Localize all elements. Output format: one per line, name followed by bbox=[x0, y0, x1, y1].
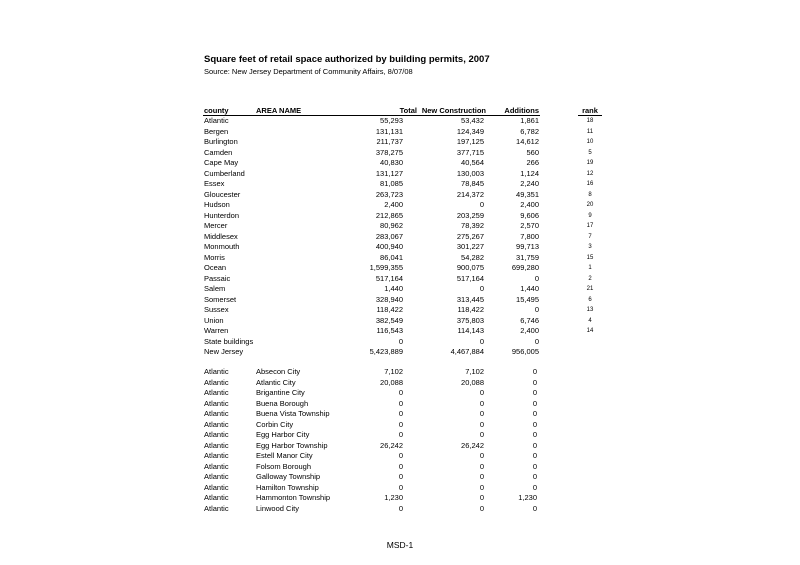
additions-cell: 0 bbox=[532, 461, 537, 471]
county-name: New Jersey bbox=[204, 347, 244, 356]
county-name: Hunterdon bbox=[204, 210, 240, 220]
county-name: Atlantic bbox=[204, 377, 229, 387]
county-name: Gloucester bbox=[204, 189, 241, 199]
rank-cell: 8 bbox=[588, 191, 592, 198]
total-cell: 55,293 bbox=[380, 116, 403, 125]
additions-cell: 99,713 bbox=[516, 242, 539, 251]
new-construction-cell: 130,003 bbox=[456, 168, 484, 178]
additions-cell: 0 bbox=[534, 336, 539, 346]
additions-cell: 1,124 bbox=[520, 168, 539, 178]
total-cell: 26,242 bbox=[380, 440, 403, 450]
additions-cell: 2,400 bbox=[520, 326, 539, 335]
additions-cell: 6,782 bbox=[520, 126, 539, 136]
total-cell: 0 bbox=[398, 409, 403, 418]
total-cell: 1,599,355 bbox=[369, 263, 403, 272]
new-construction-cell: 54,282 bbox=[461, 252, 484, 262]
total-cell: 517,164 bbox=[375, 273, 403, 283]
total-cell: 212,865 bbox=[375, 210, 403, 220]
total-cell: 0 bbox=[398, 451, 403, 460]
county-name: Atlantic bbox=[204, 461, 229, 471]
additions-cell: 0 bbox=[532, 440, 537, 450]
additions-cell: 1,230 bbox=[518, 493, 537, 502]
total-cell: 400,940 bbox=[375, 242, 403, 251]
total-cell: 131,127 bbox=[375, 168, 403, 178]
county-name: Middlesex bbox=[204, 231, 238, 241]
area-name: Hamilton Township bbox=[256, 482, 319, 492]
county-name: Atlantic bbox=[204, 472, 229, 481]
area-name: Hammonton Township bbox=[256, 493, 331, 502]
new-construction-cell: 0 bbox=[479, 200, 484, 209]
new-construction-cell: 0 bbox=[479, 472, 484, 481]
total-cell: 20,088 bbox=[380, 377, 403, 387]
additions-cell: 6,746 bbox=[520, 315, 539, 325]
additions-cell: 15,495 bbox=[516, 294, 539, 304]
new-construction-cell: 53,432 bbox=[461, 116, 484, 125]
total-cell: 5,423,889 bbox=[369, 347, 403, 356]
additions-cell: 0 bbox=[534, 273, 539, 283]
area-name: Egg Harbor City bbox=[256, 430, 310, 439]
additions-cell: 0 bbox=[532, 388, 537, 397]
new-construction-cell: 0 bbox=[479, 493, 484, 502]
additions-cell: 1,861 bbox=[520, 116, 539, 125]
county-name: Burlington bbox=[204, 137, 238, 146]
county-name: Atlantic bbox=[204, 116, 229, 125]
new-construction-cell: 0 bbox=[479, 284, 484, 293]
additions-cell: 1,440 bbox=[520, 284, 539, 293]
total-cell: 0 bbox=[398, 482, 403, 492]
new-construction-cell: 203,259 bbox=[456, 210, 484, 220]
rank-cell: 3 bbox=[588, 244, 592, 250]
new-construction-cell: 78,392 bbox=[461, 221, 484, 230]
county-name: State buildings bbox=[204, 336, 254, 346]
additions-cell: 560 bbox=[526, 147, 539, 157]
county-name: Warren bbox=[204, 326, 229, 335]
header-additions: Additions bbox=[504, 106, 539, 115]
total-cell: 0 bbox=[398, 461, 403, 471]
area-name: Egg Harbor Township bbox=[256, 440, 328, 450]
area-name: Corbin City bbox=[256, 419, 294, 429]
additions-cell: 49,351 bbox=[516, 189, 539, 199]
rank-cell: 7 bbox=[588, 233, 592, 240]
total-cell: 40,830 bbox=[380, 158, 403, 167]
total-cell: 0 bbox=[398, 472, 403, 481]
new-construction-cell: 0 bbox=[479, 388, 484, 397]
additions-cell: 0 bbox=[532, 503, 537, 513]
total-cell: 328,940 bbox=[375, 294, 403, 304]
additions-cell: 0 bbox=[532, 430, 537, 439]
total-cell: 131,131 bbox=[375, 126, 403, 136]
county-name: Cape May bbox=[204, 158, 239, 167]
additions-cell: 2,400 bbox=[520, 200, 539, 209]
total-cell: 211,737 bbox=[376, 137, 403, 146]
rank-cell: 14 bbox=[586, 328, 594, 334]
total-cell: 118,422 bbox=[376, 305, 403, 314]
new-construction-cell: 313,445 bbox=[456, 294, 484, 304]
area-name: Buena Borough bbox=[256, 398, 309, 408]
new-construction-cell: 124,349 bbox=[456, 126, 484, 136]
new-construction-cell: 517,164 bbox=[456, 273, 484, 283]
total-cell: 1,440 bbox=[384, 284, 403, 293]
area-name: Absecon City bbox=[256, 367, 301, 376]
county-name: Ocean bbox=[204, 263, 227, 272]
total-cell: 382,549 bbox=[375, 315, 403, 325]
additions-cell: 14,612 bbox=[516, 137, 539, 146]
new-construction-cell: 114,143 bbox=[457, 326, 484, 335]
additions-cell: 956,005 bbox=[511, 347, 539, 356]
new-construction-cell: 0 bbox=[479, 336, 484, 346]
total-cell: 263,723 bbox=[375, 189, 403, 199]
county-name: Atlantic bbox=[204, 388, 229, 397]
total-cell: 81,085 bbox=[380, 179, 403, 188]
area-name: Linwood City bbox=[256, 503, 299, 513]
additions-cell: 0 bbox=[532, 377, 537, 387]
rank-cell: 19 bbox=[586, 160, 594, 166]
new-construction-cell: 4,467,884 bbox=[450, 347, 484, 356]
header-new-construction: New Construction bbox=[421, 106, 486, 115]
new-construction-cell: 0 bbox=[479, 398, 484, 408]
county-name: Camden bbox=[204, 147, 233, 157]
new-construction-cell: 214,372 bbox=[456, 189, 484, 199]
new-construction-cell: 375,803 bbox=[456, 315, 484, 325]
header-rank: rank bbox=[582, 106, 598, 115]
total-cell: 283,067 bbox=[375, 231, 403, 241]
total-cell: 0 bbox=[398, 419, 403, 429]
county-name: Atlantic bbox=[204, 367, 229, 376]
total-cell: 378,275 bbox=[375, 147, 403, 157]
additions-cell: 0 bbox=[532, 419, 537, 429]
total-cell: 0 bbox=[398, 336, 403, 346]
additions-cell: 699,280 bbox=[511, 263, 539, 272]
new-construction-cell: 0 bbox=[479, 503, 484, 513]
county-name: Mercer bbox=[204, 221, 228, 230]
total-cell: 116,543 bbox=[376, 326, 403, 335]
county-name: Atlantic bbox=[204, 409, 229, 418]
new-construction-cell: 78,845 bbox=[461, 179, 484, 188]
rank-cell: 17 bbox=[586, 223, 594, 229]
county-name: Atlantic bbox=[204, 493, 229, 502]
new-construction-cell: 0 bbox=[479, 451, 484, 460]
county-name: Salem bbox=[204, 284, 226, 293]
additions-cell: 2,570 bbox=[520, 221, 539, 230]
area-name: Buena Vista Township bbox=[256, 409, 330, 418]
additions-cell: 0 bbox=[532, 409, 537, 418]
rank-cell: 11 bbox=[586, 128, 594, 135]
county-name: Passaic bbox=[204, 273, 231, 283]
new-construction-cell: 197,125 bbox=[456, 137, 484, 146]
rank-cell: 13 bbox=[586, 307, 594, 313]
header-total: Total bbox=[399, 106, 417, 115]
county-name: Atlantic bbox=[204, 440, 229, 450]
rank-cell: 16 bbox=[586, 181, 594, 187]
new-construction-cell: 7,102 bbox=[465, 367, 484, 376]
county-name: Bergen bbox=[204, 126, 229, 136]
new-construction-cell: 275,267 bbox=[456, 231, 484, 241]
county-name: Union bbox=[204, 315, 224, 325]
new-construction-cell: 40,564 bbox=[461, 158, 484, 167]
new-construction-cell: 0 bbox=[479, 461, 484, 471]
rank-cell: 12 bbox=[586, 170, 594, 177]
page-footer: MSD-1 bbox=[386, 540, 414, 550]
total-cell: 80,962 bbox=[380, 221, 403, 230]
additions-cell: 266 bbox=[526, 158, 539, 167]
additions-cell: 0 bbox=[532, 398, 537, 408]
total-cell: 0 bbox=[398, 430, 403, 439]
rank-cell: 21 bbox=[586, 286, 594, 292]
new-construction-cell: 0 bbox=[479, 409, 484, 418]
source-note: Source: New Jersey Department of Community Affairs, 8/07/08 bbox=[204, 67, 413, 76]
county-name: Monmouth bbox=[204, 242, 240, 251]
additions-cell: 0 bbox=[532, 451, 537, 460]
new-construction-cell: 0 bbox=[479, 419, 484, 429]
county-name: Atlantic bbox=[204, 430, 229, 439]
county-name: Hudson bbox=[204, 200, 230, 209]
area-name: Galloway Township bbox=[256, 472, 321, 481]
additions-cell: 0 bbox=[534, 305, 539, 314]
county-name: Atlantic bbox=[204, 451, 229, 460]
additions-cell: 0 bbox=[532, 482, 537, 492]
additions-cell: 2,240 bbox=[520, 179, 539, 188]
additions-cell: 9,606 bbox=[520, 210, 539, 220]
new-construction-cell: 900,075 bbox=[456, 263, 484, 272]
county-name: Morris bbox=[204, 252, 225, 262]
county-name: Sussex bbox=[204, 305, 229, 314]
new-construction-cell: 377,715 bbox=[456, 147, 484, 157]
page-title: Square feet of retail space authorized by building permits, 2007 bbox=[204, 54, 490, 65]
county-name: Atlantic bbox=[204, 419, 229, 429]
rank-cell: 5 bbox=[588, 149, 592, 156]
county-name: Atlantic bbox=[204, 398, 229, 408]
rank-cell: 6 bbox=[588, 296, 592, 303]
county-name: Atlantic bbox=[204, 503, 229, 513]
total-cell: 0 bbox=[398, 398, 403, 408]
rank-cell: 18 bbox=[586, 118, 594, 124]
total-cell: 0 bbox=[398, 503, 403, 513]
additions-cell: 0 bbox=[532, 472, 537, 481]
additions-cell: 7,800 bbox=[520, 231, 539, 241]
additions-cell: 31,759 bbox=[516, 252, 539, 262]
area-name: Atlantic City bbox=[256, 377, 296, 387]
additions-cell: 0 bbox=[532, 367, 537, 376]
new-construction-cell: 118,422 bbox=[457, 305, 484, 314]
rank-cell: 1 bbox=[588, 265, 592, 271]
new-construction-cell: 0 bbox=[479, 482, 484, 492]
area-name: Folsom Borough bbox=[256, 461, 312, 471]
rank-cell: 20 bbox=[586, 202, 594, 208]
header-county: county bbox=[204, 106, 229, 115]
header-rule-rank bbox=[578, 115, 602, 116]
total-cell: 0 bbox=[398, 388, 403, 397]
new-construction-cell: 20,088 bbox=[461, 377, 484, 387]
rank-cell: 9 bbox=[588, 212, 592, 219]
new-construction-cell: 301,227 bbox=[456, 242, 484, 251]
new-construction-cell: 26,242 bbox=[461, 440, 484, 450]
county-name: Essex bbox=[204, 179, 225, 188]
area-name: Estell Manor City bbox=[256, 451, 313, 460]
total-cell: 86,041 bbox=[380, 252, 403, 262]
new-construction-cell: 0 bbox=[479, 430, 484, 439]
county-name: Cumberland bbox=[204, 168, 245, 178]
rank-cell: 4 bbox=[588, 317, 592, 324]
total-cell: 2,400 bbox=[384, 200, 403, 209]
rank-cell: 10 bbox=[586, 139, 594, 145]
total-cell: 1,230 bbox=[384, 493, 403, 502]
rank-cell: 2 bbox=[588, 275, 592, 282]
county-name: Somerset bbox=[204, 294, 237, 304]
area-name: Brigantine City bbox=[256, 388, 305, 397]
rank-cell: 15 bbox=[586, 254, 594, 261]
header-area-name: AREA NAME bbox=[256, 106, 302, 115]
county-name: Atlantic bbox=[204, 482, 229, 492]
total-cell: 7,102 bbox=[384, 367, 403, 376]
